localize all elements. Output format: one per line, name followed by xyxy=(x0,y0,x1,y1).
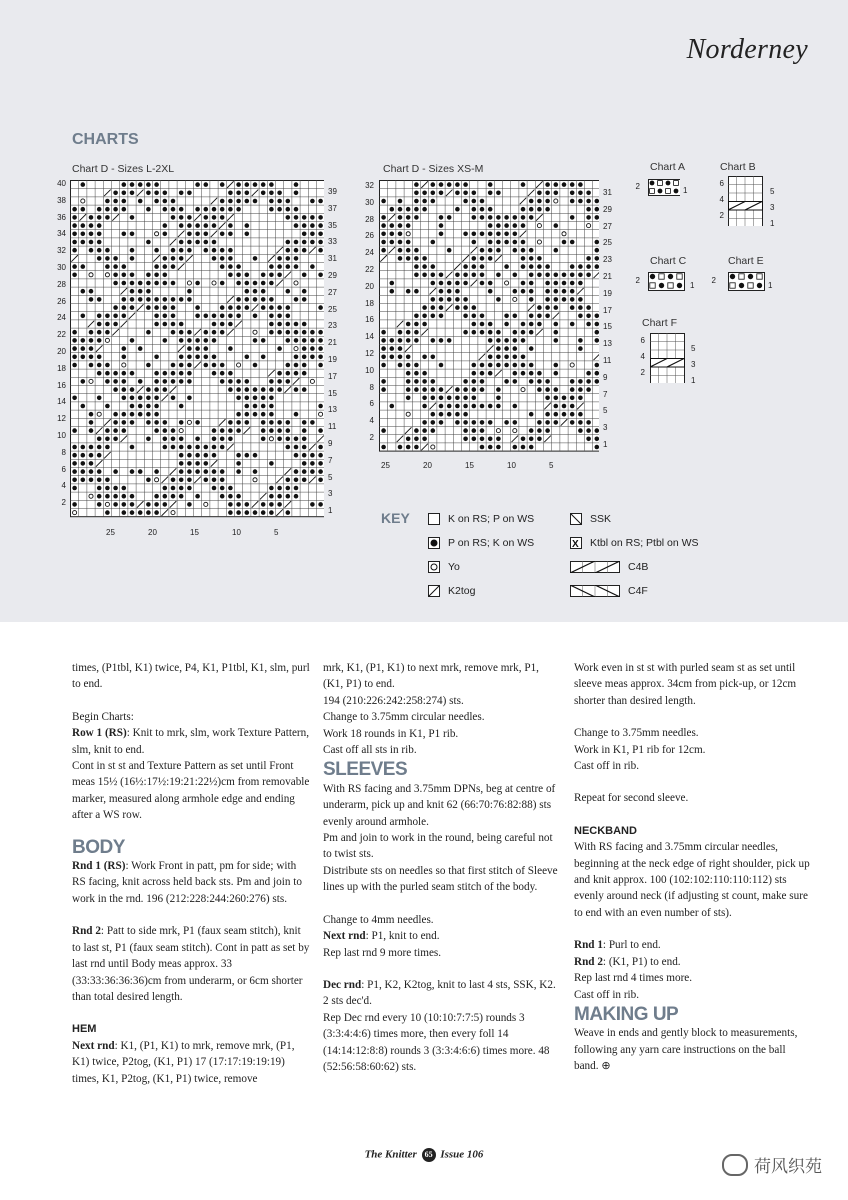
row-number: 2 xyxy=(719,211,724,220)
row-number: 4 xyxy=(369,416,374,426)
chart-c-title: Chart C xyxy=(650,255,687,267)
key-label: C4B xyxy=(628,561,649,573)
row-number: 8 xyxy=(61,447,66,457)
key-item xyxy=(428,513,534,525)
chart-e-row-left: 2 xyxy=(711,276,716,285)
sleeves-heading: SLEEVES xyxy=(323,759,408,781)
making-up-text: Weave in ends and gently block to measurements, following any yarn care instructions on the ball band. xyxy=(574,1027,798,1073)
col-number: 5 xyxy=(274,528,279,537)
row-number: 33 xyxy=(328,237,337,247)
row-number: 11 xyxy=(603,356,612,365)
end-mark-icon: ⊕ xyxy=(601,1060,611,1073)
paragraph xyxy=(323,928,561,944)
row-number: 3 xyxy=(603,423,608,433)
row-number: 26 xyxy=(365,231,374,241)
row-number: 4 xyxy=(61,481,66,491)
paragraph xyxy=(323,977,561,1010)
paragraph: 194 (210:226:242:258:274) sts. xyxy=(323,694,464,707)
row-text: : P1, K2, K2tog, knit to last 4 sts, SSK, K2. 2 sts dec'd. xyxy=(323,978,556,1008)
key-label: K on RS; P on WS xyxy=(448,513,535,525)
row-number: 31 xyxy=(328,254,337,264)
row-number: 30 xyxy=(365,197,374,207)
row-number: 1 xyxy=(328,506,333,516)
row-number: 22 xyxy=(57,330,66,340)
making-up-heading: MAKING UP xyxy=(574,1003,679,1025)
row-number: 7 xyxy=(603,389,608,399)
paragraph xyxy=(72,858,310,907)
chart-d-large-grid xyxy=(70,180,324,522)
row-number: 37 xyxy=(328,203,337,213)
row-number: 13 xyxy=(328,405,337,415)
paragraph: Cast off in rib. xyxy=(574,760,640,773)
paragraph: Distribute sts on needles so that first stitch of Sleeve lines up with the purled seam stitch of the body. xyxy=(323,864,558,894)
paragraph: Rep last rnd 9 more times. xyxy=(323,946,442,959)
row-text: : P1, knit to end. xyxy=(365,930,440,943)
row-lead: Rnd 2 xyxy=(72,925,101,938)
charts-heading: CHARTS xyxy=(72,131,139,148)
paragraph: Work even in st st with purled seam st as set until sleeve meas approx. 34cm from pick-up, or 12cm shorter than desired length. xyxy=(574,662,797,707)
page-number: 65 xyxy=(422,1148,436,1162)
neckband-heading: NECKBAND xyxy=(574,824,637,837)
row-lead: Next rnd xyxy=(323,930,366,943)
row-number: 12 xyxy=(365,349,374,358)
row-number: 24 xyxy=(365,248,374,258)
row-number: 1 xyxy=(770,219,775,228)
hem-heading: HEM xyxy=(72,1023,97,1036)
row-number: 5 xyxy=(603,406,608,416)
row-number: 20 xyxy=(365,281,374,291)
paragraph xyxy=(574,1025,812,1074)
row-number: 31 xyxy=(603,188,612,197)
row-number: 27 xyxy=(603,221,612,231)
svg-text:Χ: Χ xyxy=(572,539,579,549)
chart-d-small-grid xyxy=(379,180,599,454)
row-number: 16 xyxy=(365,315,374,325)
col-number: 10 xyxy=(232,528,241,537)
row-lead: Row 1 (RS) xyxy=(72,727,127,740)
paragraph: Change to 3.75mm circular needles. xyxy=(323,711,485,724)
row-number: 3 xyxy=(770,203,775,212)
row-number: 25 xyxy=(328,304,337,314)
col-number: 25 xyxy=(106,528,115,537)
row-number: 26 xyxy=(57,296,66,306)
circle-square-icon xyxy=(428,561,440,573)
row-number: 4 xyxy=(640,352,645,361)
issue-number: Issue 106 xyxy=(440,1148,484,1161)
chart-c-row-left: 2 xyxy=(635,276,640,285)
paragraph: Work in K1, P1 rib for 12cm. xyxy=(574,743,706,756)
row-number: 5 xyxy=(328,472,333,482)
backslash-square-icon xyxy=(570,513,582,525)
row-text: : Purl to end. xyxy=(602,939,661,952)
key-label: P on RS; K on WS xyxy=(448,537,535,549)
row-number: 19 xyxy=(603,288,612,298)
paragraph: Rep last rnd 4 times more. xyxy=(574,972,693,985)
key-item xyxy=(428,585,475,597)
row-number: 28 xyxy=(57,279,66,289)
row-number: 11 xyxy=(328,422,337,432)
row-text: : Work Front in patt, pm for side; with RS facing, knit across held back sts. Pm and join to work in the rnd. 196 (212:228:244:260:276) sts. xyxy=(72,860,302,905)
row-lead: Rnd 2 xyxy=(574,955,603,968)
paragraph: Change to 4mm needles. xyxy=(323,913,434,926)
row-number: 20 xyxy=(57,347,66,356)
row-number: 7 xyxy=(328,455,333,465)
row-number: 6 xyxy=(719,179,724,188)
row-number: 6 xyxy=(61,464,66,474)
row-number: 39 xyxy=(328,187,337,196)
dot-square-icon xyxy=(428,537,440,549)
row-number: 6 xyxy=(640,336,645,345)
row-number: 17 xyxy=(603,305,612,315)
col-number: 10 xyxy=(507,461,516,470)
row-number: 9 xyxy=(328,439,333,448)
key-label: K2tog xyxy=(448,585,476,597)
row-number: 18 xyxy=(365,298,374,308)
paragraph: With RS facing and 3.75mm circular needles, beginning at the neck edge of right shoulder, pick up and knit approx. 100 (102:102:110:110:112) sts evenly around neck (if adjusting st count, make sure to end with an even number of sts). xyxy=(574,841,810,919)
row-number: 2 xyxy=(369,433,374,442)
row-number: 30 xyxy=(57,263,66,272)
paragraph: With RS facing and 3.75mm DPNs, beg at centre of underarm, pick up and knit 62 (66:70:76:82:88) sts evenly around armhole. xyxy=(323,782,556,828)
paragraph: Work 18 rounds in K1, P1 rib. xyxy=(323,727,459,740)
paragraph: Rep Dec rnd every 10 (10:10:7:7:5) rounds 3 (3:3:4:4:6) times more, then every foll 14 (14:14:12:8:8) rounds 3 (3:3:4:6:6) times more. 48 (52:56:58:60:62) sts. xyxy=(323,1011,550,1073)
row-number: 1 xyxy=(603,440,608,449)
chart-d-large-title: Chart D - Sizes L-2XL xyxy=(72,163,175,175)
row-number: 40 xyxy=(57,179,66,188)
chart-f-title: Chart F xyxy=(642,317,678,329)
paragraph: Cast off all sts in rib. xyxy=(323,744,417,757)
row-number: 28 xyxy=(365,214,374,224)
chart-a-title: Chart A xyxy=(650,161,686,173)
paragraph: mrk, K1, (P1, K1) to next mrk, remove mrk, P1, (K1, P1) to end. xyxy=(323,662,539,691)
row-number: 23 xyxy=(328,321,337,331)
col-number: 25 xyxy=(381,461,390,470)
row-number: 23 xyxy=(603,255,612,265)
row-number: 8 xyxy=(369,382,374,392)
brand-title: Norderney xyxy=(686,34,808,65)
chart-a-row-left: 2 xyxy=(635,182,640,191)
row-number: 10 xyxy=(365,365,374,375)
key-item xyxy=(570,513,611,525)
row-text: : Patt to side mrk, P1 (faux seam stitch), knit to last st, P1 (faux seam stitch). Cont in patt as set by last rnd until Body meas approx. 33 (33:33:36:36:36)cm from underarm, or 6cm shorter than total desired length. xyxy=(72,925,310,1003)
key-label: Ktbl on RS; Ptbl on WS xyxy=(590,537,699,549)
chart-f-grid xyxy=(650,333,686,383)
row-number: 2 xyxy=(640,368,645,377)
row-number: 5 xyxy=(691,344,696,353)
row-number: 32 xyxy=(57,246,66,256)
row-lead: Rnd 1 (RS) xyxy=(72,860,126,873)
row-number: 21 xyxy=(603,272,612,281)
row-number: 3 xyxy=(328,489,333,499)
chart-b-title: Chart B xyxy=(720,161,756,173)
chart-a-grid xyxy=(648,179,680,197)
text-column-2 xyxy=(323,660,561,1075)
row-number: 2 xyxy=(61,498,66,508)
paragraph: Change to 3.75mm needles. xyxy=(574,727,699,740)
col-number: 15 xyxy=(190,528,199,537)
watermark xyxy=(722,1152,822,1177)
row-number: 36 xyxy=(57,212,66,222)
c4b-cable-icon xyxy=(570,561,620,573)
row-lead: Next rnd xyxy=(72,1039,115,1052)
row-number: 17 xyxy=(328,371,337,381)
text-column-3 xyxy=(574,660,812,1075)
row-number: 15 xyxy=(603,322,612,332)
key-item xyxy=(570,561,648,573)
row-number: 5 xyxy=(770,187,775,196)
chart-e-row-right: 1 xyxy=(768,281,773,290)
row-number: 38 xyxy=(57,195,66,205)
row-number: 9 xyxy=(603,372,608,382)
paragraph: Repeat for second sleeve. xyxy=(574,792,689,805)
col-number: 15 xyxy=(465,461,474,470)
col-number: 20 xyxy=(423,461,432,470)
wechat-icon xyxy=(722,1154,748,1176)
chart-c-row-right: 1 xyxy=(690,281,695,290)
paragraph xyxy=(574,954,812,970)
chart-e-title: Chart E xyxy=(728,255,764,267)
key-item xyxy=(570,585,648,597)
row-text: : Knit to mrk, slm, work Texture Pattern, slm, knit to end. xyxy=(72,727,310,756)
row-number: 12 xyxy=(57,414,66,424)
chart-a-row-right: 1 xyxy=(683,186,688,195)
paragraph xyxy=(72,1038,310,1087)
row-number: 13 xyxy=(603,339,612,349)
row-lead: Dec rnd xyxy=(323,978,362,991)
row-number: 14 xyxy=(57,397,66,407)
magazine-name: The Knitter xyxy=(364,1148,417,1161)
key-label: SSK xyxy=(590,513,612,525)
row-text: : K1, (P1, K1) to mrk, remove mrk, (P1, K1) twice, P2tog, (K1, P1) 17 (17:17:19:19:19) times, K1, P2tog, (K1, P1) twice, remove xyxy=(72,1039,295,1085)
paragraph: Cont in st st and Texture Pattern as set until Front meas 15½ (16½:17½:19:21:22½)cm from removable marker, measured along armhole edge and ending after a WS row. xyxy=(72,760,310,822)
row-number: 15 xyxy=(328,388,337,398)
row-number: 1 xyxy=(691,376,696,385)
key-label: Yo xyxy=(448,561,460,573)
key-item xyxy=(428,537,534,549)
row-number: 18 xyxy=(57,363,66,373)
row-number: 35 xyxy=(328,220,337,230)
c4f-cable-icon xyxy=(570,585,620,597)
row-number: 24 xyxy=(57,313,66,323)
col-number: 20 xyxy=(148,528,157,537)
row-number: 6 xyxy=(369,399,374,409)
row-number: 27 xyxy=(328,287,337,297)
paragraph: Begin Charts: xyxy=(72,710,134,723)
key-label: C4F xyxy=(628,585,648,597)
row-number: 22 xyxy=(365,265,374,274)
row-number: 19 xyxy=(328,355,337,364)
row-number: 14 xyxy=(365,332,374,342)
text-column-1 xyxy=(72,660,310,1087)
page-footer xyxy=(0,1148,848,1162)
paragraph: times, (P1tbl, K1) twice, P4, K1, P1tbl, K1, slm, purl to end. xyxy=(72,662,310,691)
slash-square-icon xyxy=(428,585,440,597)
row-number: 4 xyxy=(719,195,724,204)
row-number: 29 xyxy=(328,271,337,280)
key-item xyxy=(570,537,699,549)
chart-c-grid xyxy=(648,272,686,292)
row-number: 10 xyxy=(57,431,66,440)
row-number: 25 xyxy=(603,238,612,248)
empty-square-icon xyxy=(428,513,440,525)
paragraph xyxy=(72,923,310,1005)
paragraph: Pm and join to work in the round, being careful not to twist sts. xyxy=(323,832,553,861)
key-heading: KEY xyxy=(381,510,410,526)
paragraph xyxy=(574,937,812,953)
chart-e-grid xyxy=(728,272,766,292)
paragraph: Cast off in rib. xyxy=(574,988,640,1001)
watermark-text: 荷风织苑 xyxy=(754,1157,822,1176)
body-heading: BODY xyxy=(72,836,125,858)
row-number: 29 xyxy=(603,204,612,214)
row-number: 21 xyxy=(328,338,337,348)
chart-d-small-title: Chart D - Sizes XS-M xyxy=(383,163,484,175)
twisted-stitch-icon xyxy=(570,537,582,549)
chart-b-grid xyxy=(728,176,764,226)
row-number: 3 xyxy=(691,360,696,369)
row-number: 16 xyxy=(57,380,66,390)
col-number: 5 xyxy=(549,461,554,470)
row-lead: Rnd 1 xyxy=(574,939,603,952)
key-item xyxy=(428,561,460,573)
row-text: : (K1, P1) to end. xyxy=(602,955,681,968)
paragraph xyxy=(72,725,310,758)
row-number: 34 xyxy=(57,229,66,239)
row-number: 32 xyxy=(365,181,374,190)
